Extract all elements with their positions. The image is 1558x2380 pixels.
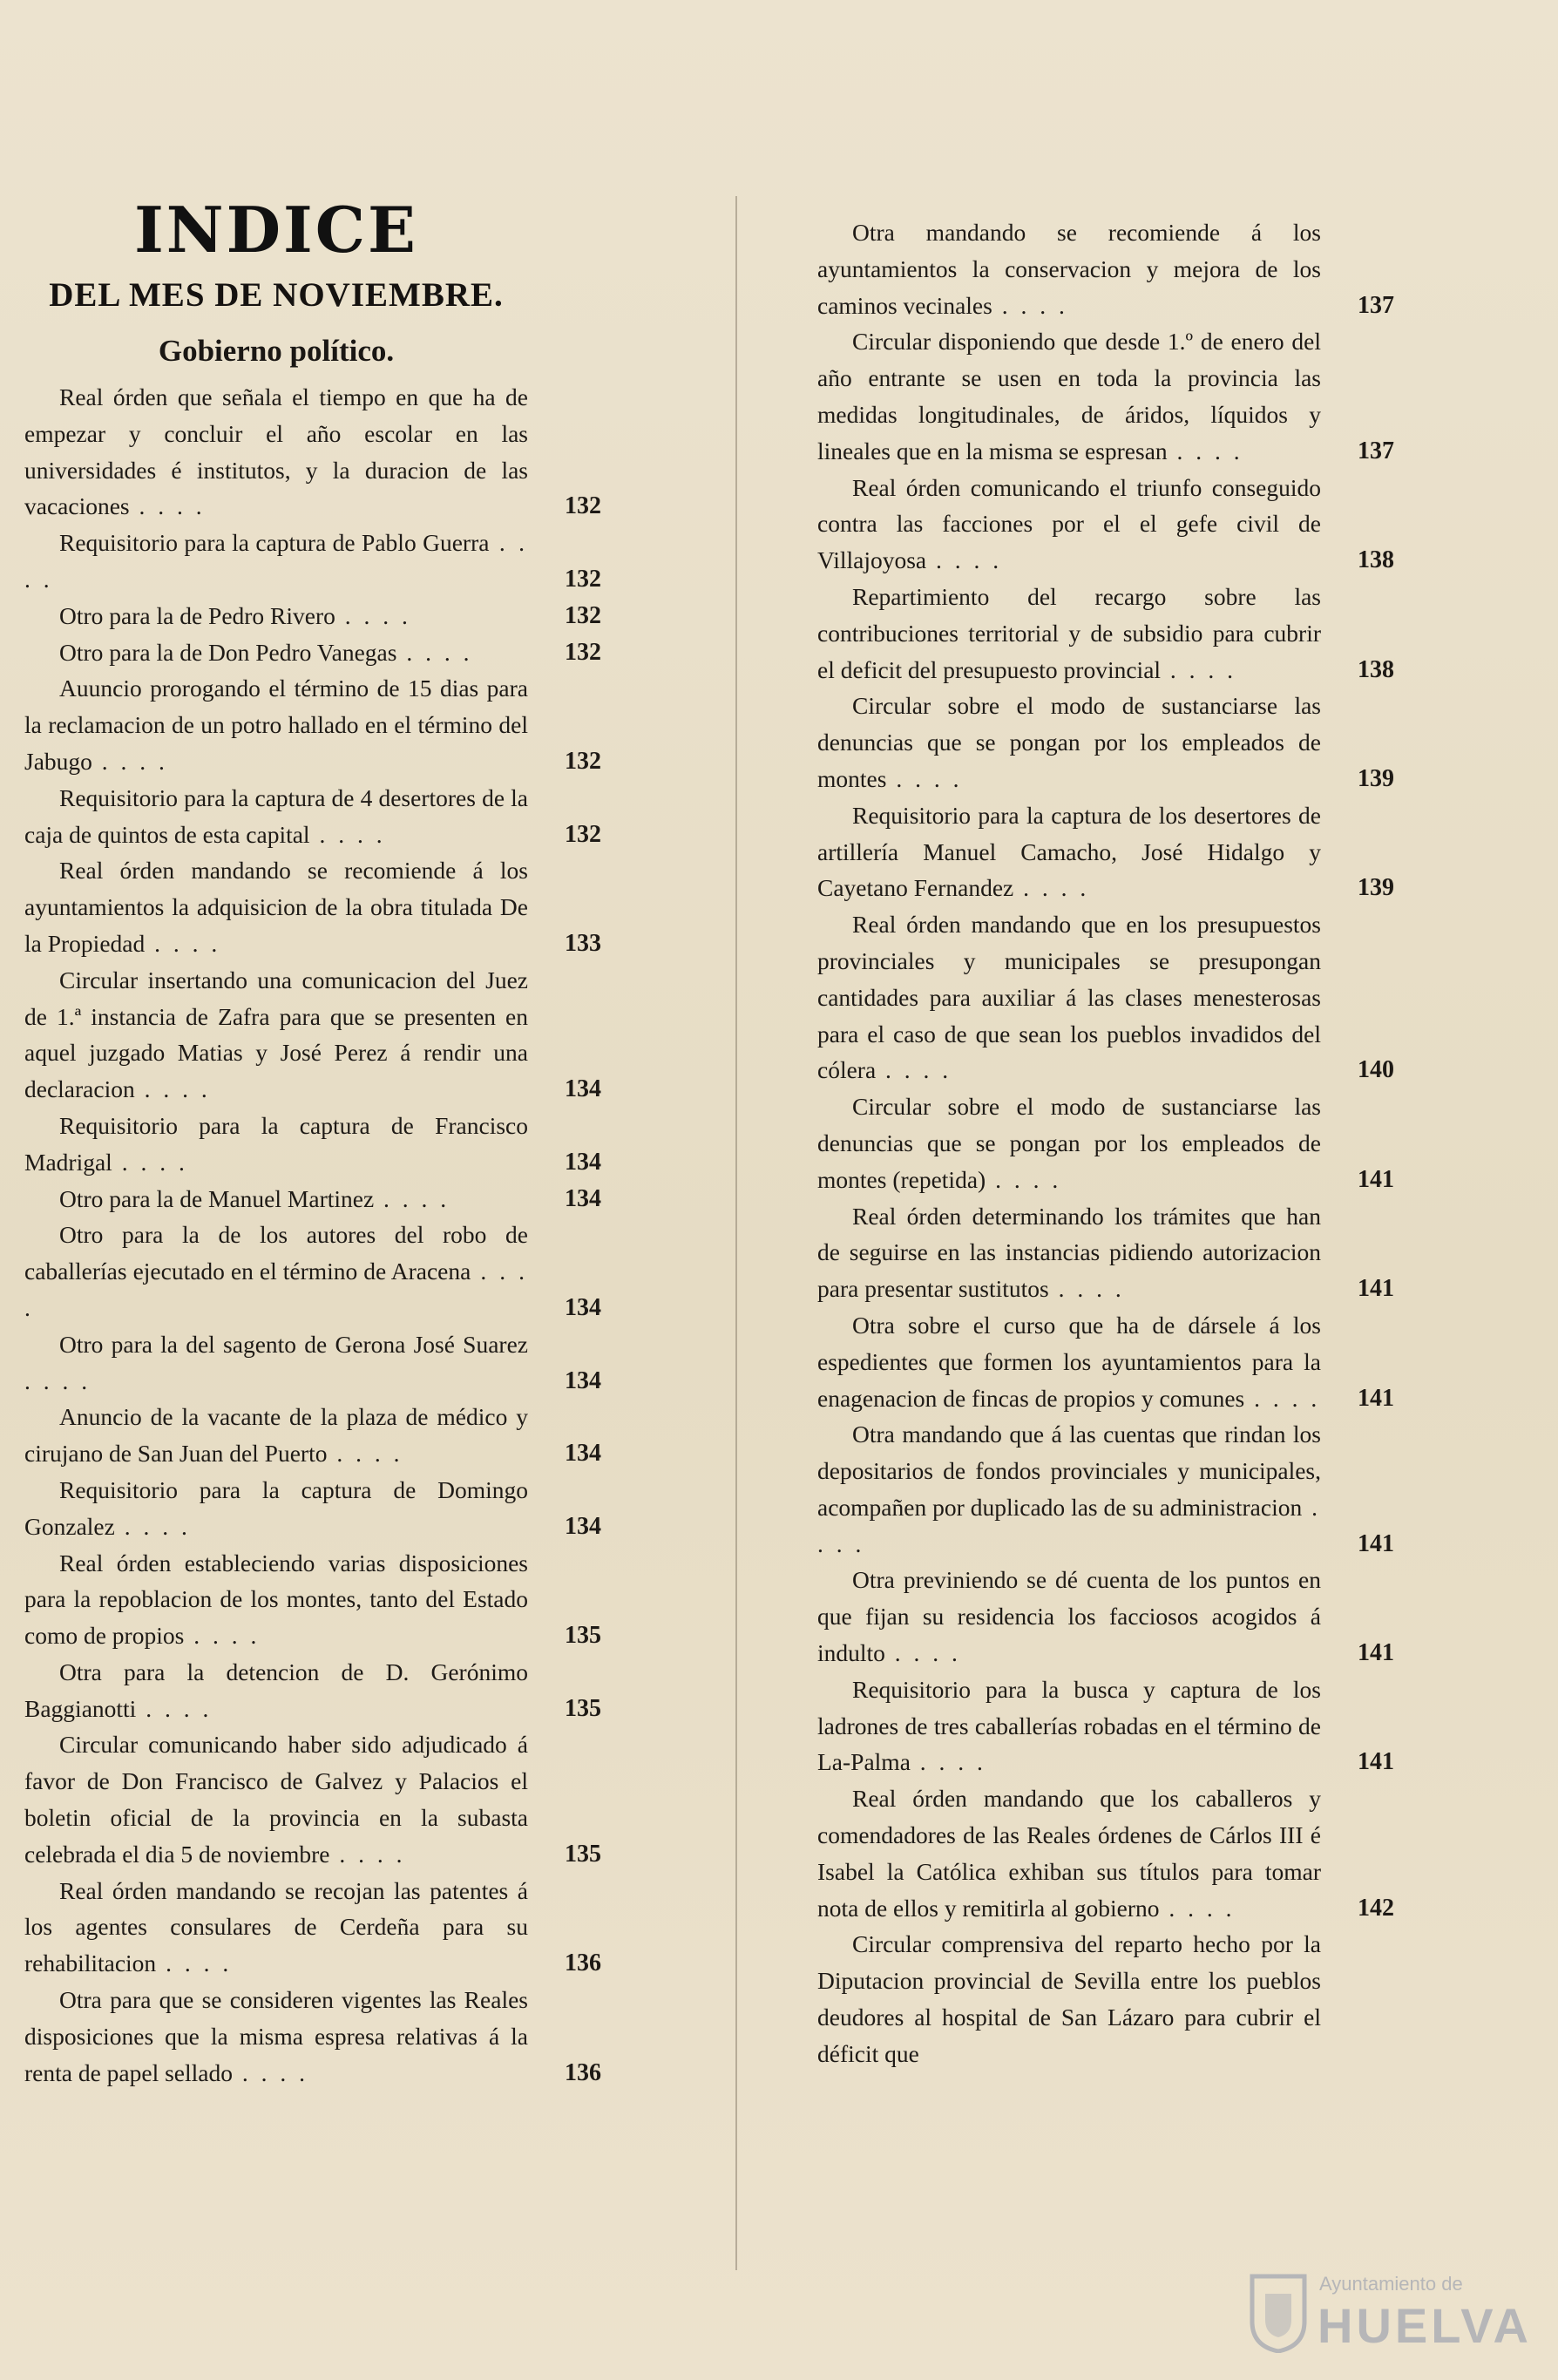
entry-page-number: 135 <box>565 1694 601 1722</box>
entry-page-number: 134 <box>565 1184 601 1212</box>
watermark-logo <box>1248 2264 1532 2360</box>
entry-text: Requisitorio para la busca y captura de los ladrones de tres caballerías robadas en el término de La-Palma <box>817 1675 1321 1776</box>
index-entry <box>817 797 1394 906</box>
entry-page-number: 134 <box>565 1366 601 1394</box>
right-index-list <box>817 214 1394 2072</box>
index-entry <box>817 323 1394 469</box>
entry-text: Otro para la del sagento de Gerona José Suarez <box>59 1330 528 1358</box>
entry-text: Requisitorio para la captura de 4 desertores de la caja de quintos de esta capital <box>24 783 528 848</box>
watermark-line2: HUELVA <box>1318 2298 1532 2353</box>
entry-page-number: 136 <box>565 1949 601 1977</box>
right-column <box>817 214 1394 2072</box>
entry-text: Circular comprensiva del reparto hecho por la Diputacion provincial de Sevilla entre los pueblos deudores al hospital de San Lázaro para cubrir el déficit que <box>817 1930 1321 2067</box>
index-entry <box>817 1671 1394 1780</box>
index-entry <box>817 1416 1394 1562</box>
entry-page-number: 132 <box>565 820 601 848</box>
entry-text: Real órden determinando los trámites que han de seguirse en las instancias pidiendo autorizacion para presentar sustitutos <box>817 1202 1321 1303</box>
leader-dots: . . . . <box>112 1148 188 1176</box>
entry-page-number: 132 <box>565 565 601 593</box>
leader-dots: . . . . <box>1159 1894 1236 1922</box>
entry-page-number: 141 <box>1358 1275 1394 1303</box>
index-entry <box>24 1326 601 1400</box>
entry-page-number: 141 <box>1358 1639 1394 1667</box>
entry-text: Otra mandando que á las cuentas que rindan los depositarios de fondos provinciales y municipales, acompañen por duplicado las de su administracion <box>817 1421 1321 1521</box>
index-entry <box>817 688 1394 797</box>
leader-dots: . . . . <box>1161 655 1237 683</box>
entry-text: Anuncio de la vacante de la plaza de médico y cirujano de San Juan del Puerto <box>24 1403 528 1468</box>
leader-dots: . . . . <box>1013 874 1090 902</box>
entry-text: Real órden mandando que los caballeros y comendadores de las Reales órdenes de Cárlos III é Isabel la Católica exhiban sus títulos para tomar nota de ellos y remitirla al gobierno <box>817 1785 1321 1922</box>
left-column <box>24 193 601 2091</box>
entry-page-number: 134 <box>565 1075 601 1103</box>
entry-page-number: 133 <box>565 929 601 957</box>
entry-page-number: 132 <box>565 601 601 629</box>
entry-page-number: 138 <box>1358 546 1394 574</box>
leader-dots: . . . . <box>114 1512 191 1540</box>
page-subtitle: DEL MES DE NOVIEMBRE. <box>49 276 504 314</box>
entry-page-number: 132 <box>565 638 601 666</box>
leader-dots: . . . . <box>886 764 963 792</box>
entry-page-number: 134 <box>565 1148 601 1176</box>
leader-dots: . . . . <box>233 2058 308 2086</box>
section-heading: Gobierno político. <box>158 334 395 368</box>
entry-page-number: 139 <box>1358 874 1394 902</box>
leader-dots: . . . . <box>145 929 221 957</box>
entry-text: Real órden mandando que en los presupuestos provinciales y municipales se presupongan cantidades para auxiliar á las clases menesterosas para el caso de que sean los pueblos invadidos del cólera <box>817 911 1321 1084</box>
leader-dots: . . . . <box>309 820 386 848</box>
index-entry <box>24 1472 601 1545</box>
leader-dots: . . . . <box>329 1840 406 1868</box>
leader-dots: . . . . <box>986 1165 1062 1193</box>
index-entry <box>817 214 1394 323</box>
entry-page-number: 134 <box>565 1440 601 1468</box>
leader-dots: . . . . <box>134 1075 211 1103</box>
index-entry <box>24 852 601 961</box>
entry-text: Real órden mandando se recojan las patentes á los agentes consulares de Cerdeña para su rehabilitacion <box>24 1876 528 1977</box>
index-entry <box>24 379 601 525</box>
index-entry <box>24 598 601 634</box>
entry-page-number: 139 <box>1358 764 1394 792</box>
bleed-through-text <box>118 144 1442 190</box>
leader-dots: . . . . <box>1167 437 1243 464</box>
leader-dots: . . . . <box>1244 1384 1321 1412</box>
index-entry <box>817 1562 1394 1671</box>
entry-page-number: 141 <box>1358 1165 1394 1193</box>
leader-dots: . . . . <box>184 1622 261 1650</box>
entry-page-number: 140 <box>1358 1056 1394 1084</box>
entry-page-number: 141 <box>1358 1384 1394 1412</box>
index-entry <box>24 1108 601 1181</box>
leader-dots: . . . . <box>926 546 1003 574</box>
index-entry <box>24 670 601 779</box>
index-entry <box>24 525 601 598</box>
entry-text: Auuncio prorogando el término de 15 dias para la reclamacion de un potro hallado en el término del Jabugo <box>24 675 528 775</box>
entry-text: Otra sobre el curso que ha de dársele á los espedientes que formen los ayuntamientos para la enagenacion de fincas de propios y comunes <box>817 1311 1321 1412</box>
index-entry <box>817 1307 1394 1416</box>
entry-text: Repartimiento del recargo sobre las contribuciones territorial y de subsidio para cubrir el deficit del presupuesto provincial <box>817 582 1321 683</box>
entry-text: Real órden estableciendo varias disposiciones para la repoblacion de los montes, tanto del Estado como de propios <box>24 1549 528 1650</box>
leader-dots: . . . . <box>24 529 529 593</box>
left-index-list <box>24 379 601 2091</box>
entry-page-number: 135 <box>565 1622 601 1650</box>
leader-dots: . . . . <box>374 1184 450 1212</box>
index-entry <box>24 780 601 853</box>
entry-text: Circular sobre el modo de sustanciarse las denuncias que se pongan por los empleados de montes (repetida) <box>817 1093 1321 1193</box>
entry-text: Otra para la detencion de D. Gerónimo Baggianotti <box>24 1658 528 1722</box>
entry-page-number: 136 <box>565 2058 601 2086</box>
index-entry <box>24 1399 601 1472</box>
entry-text: Otra mandando se recomiende á los ayuntamientos la conservacion y mejora de los caminos vecinales <box>817 219 1321 319</box>
leader-dots: . . . . <box>992 291 1068 319</box>
entry-page-number: 141 <box>1358 1529 1394 1557</box>
entry-text: Requisitorio para la captura de los desertores de artillería Manuel Camacho, José Hidalgo y Cayetano Fernandez <box>817 801 1321 902</box>
index-entry <box>24 1654 601 1727</box>
entry-text: Requisitorio para la captura de Domingo Gonzalez <box>24 1475 528 1540</box>
entry-text: Otro para la de Manuel Martinez <box>59 1184 375 1212</box>
entry-text: Real órden mandando se recomiende á los ayuntamientos la adquisicion de la obra titulada De la Propiedad <box>24 857 528 957</box>
index-entry <box>24 1181 601 1217</box>
index-entry <box>817 1198 1394 1307</box>
entry-page-number: 135 <box>565 1840 601 1868</box>
column-divider <box>735 196 737 2270</box>
entry-text: Circular insertando una comunicacion del Juez de 1.ª instancia de Zafra para que se presenten en aquel juzgado Matias y José Perez á rendir una declaracion <box>24 966 528 1103</box>
leader-dots: . . . . <box>91 747 168 775</box>
page-title: INDICE <box>134 193 418 267</box>
index-entry <box>24 1873 601 1982</box>
index-entry <box>24 1982 601 2091</box>
leader-dots: . . . . <box>156 1949 233 1977</box>
leader-dots: . . . . <box>817 1493 1321 1557</box>
leader-dots: . . . . <box>24 1258 529 1321</box>
entry-text: Requisitorio para la captura de Pablo Guerra <box>59 529 490 557</box>
entry-text: Circular disponiendo que desde 1.º de enero del año entrante se usen en toda la provincia las medidas longitudinales, de áridos, líquidos y lineales que en la misma se espresan <box>817 328 1321 464</box>
entry-text: Otro para la de Pedro Rivero <box>59 601 335 629</box>
index-entry <box>817 470 1394 579</box>
entry-page-number: 142 <box>1358 1894 1394 1922</box>
shield-icon <box>1248 2269 1309 2353</box>
index-entry <box>817 906 1394 1088</box>
entry-text: Requisitorio para la captura de Francisco Madrigal <box>24 1111 528 1176</box>
index-entry <box>817 1780 1394 1926</box>
leader-dots: . . . . <box>136 1694 213 1722</box>
index-entry <box>817 1926 1321 2071</box>
leader-dots: . . . . <box>129 492 206 520</box>
leader-dots: . . . . <box>396 638 473 666</box>
entry-page-number: 141 <box>1358 1748 1394 1776</box>
entry-text: Real órden comunicando el triunfo conseguido contra las facciones por el el gefe civil de Villajoyosa <box>817 473 1321 574</box>
entry-page-number: 134 <box>565 1293 601 1321</box>
entry-text: Circular sobre el modo de sustanciarse las denuncias que se pongan por los empleados de montes <box>817 692 1321 792</box>
entry-page-number: 134 <box>565 1512 601 1540</box>
leader-dots: . . . . <box>327 1440 403 1468</box>
index-entry <box>817 579 1394 688</box>
leader-dots: . . . . <box>884 1639 961 1667</box>
entry-page-number: 138 <box>1358 655 1394 683</box>
leader-dots: . . . . <box>24 1366 91 1394</box>
entry-text: Otro para la de Don Pedro Vanegas <box>59 638 397 666</box>
entry-text: Otra para que se consideren vigentes las Reales disposiciones que la misma espresa relativas á la renta de papel sellado <box>24 1986 528 2086</box>
index-entry <box>24 1545 601 1654</box>
entry-text: Real órden que señala el tiempo en que ha de empezar y concluir el año escolar en las universidades é institutos, y la duracion de las vacaciones <box>24 383 528 520</box>
entry-text: Circular comunicando haber sido adjudicado á favor de Don Francisco de Galvez y Palacios el boletin oficial de la provincia en la subasta celebrada el dia 5 de noviembre <box>24 1731 528 1868</box>
index-entry <box>817 1088 1394 1197</box>
entry-page-number: 137 <box>1358 437 1394 464</box>
entry-text: Otro para la de los autores del robo de caballerías ejecutado en el término de Aracena <box>24 1221 528 1285</box>
entry-page-number: 132 <box>565 492 601 520</box>
leader-dots: . . . . <box>335 601 411 629</box>
leader-dots: . . . . <box>1048 1275 1125 1303</box>
entry-page-number: 132 <box>565 747 601 775</box>
leader-dots: . . . . <box>910 1748 986 1776</box>
index-entry <box>24 962 601 1108</box>
entry-page-number: 137 <box>1358 291 1394 319</box>
leader-dots: . . . . <box>876 1056 952 1084</box>
index-entry <box>24 634 601 671</box>
watermark-line1: Ayuntamiento de <box>1319 2273 1463 2295</box>
entry-text: Otra previniendo se dé cuenta de los puntos en que fijan su residencia los facciosos acogidos á indulto <box>817 1566 1321 1667</box>
index-entry <box>24 1726 601 1872</box>
index-entry <box>24 1217 601 1326</box>
